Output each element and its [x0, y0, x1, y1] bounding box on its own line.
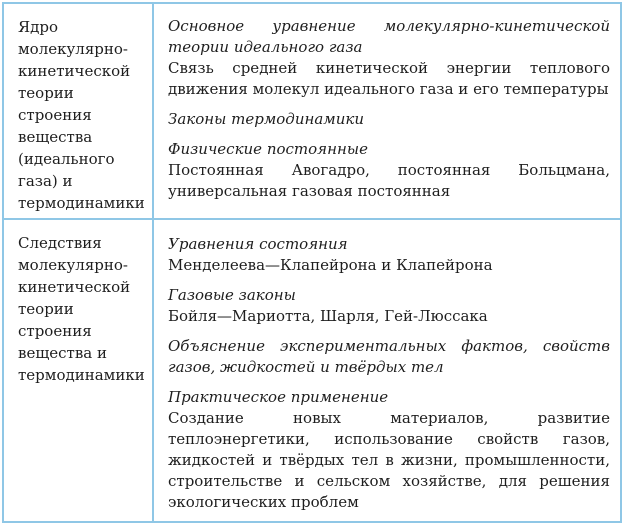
- content-block: [168, 285, 610, 327]
- content-block: [168, 387, 610, 513]
- block-heading: Уравнения состояния: [168, 235, 348, 253]
- row-content: [168, 16, 610, 211]
- table-row-core: [4, 4, 620, 220]
- row-heading: Ядро молекулярно-кинетической теории строения вещества (идеального газа) и термодинамики: [18, 18, 145, 212]
- block-text: Менделеева—Клапейрона и Клапейрона: [168, 256, 493, 274]
- content-block: [168, 139, 610, 202]
- block-heading: Физические постоянные: [168, 140, 368, 158]
- block-heading: Законы термодинамики: [168, 110, 365, 128]
- block-heading: Объяснение экспериментальных фактов, свойств газов, жидкостей и твёрдых тел: [168, 337, 610, 376]
- row-content: [168, 234, 610, 522]
- table-row-consequences: [4, 220, 620, 521]
- block-heading: Основное уравнение молекулярно-кинетической теории идеального газа: [168, 17, 610, 56]
- block-heading: Практическое применение: [168, 388, 389, 406]
- block-heading: Газовые законы: [168, 286, 296, 304]
- content-block: [168, 109, 610, 130]
- content-block: [168, 16, 610, 100]
- block-text: Постоянная Авогадро, постоянная Больцмана, универсальная газовая постоянная: [168, 161, 610, 200]
- block-text: Создание новых материалов, развитие теплоэнергетики, использование свойств газов, жидкостей и твёрдых тел в жизни, промышленности, строительстве и сельском хозяйстве, для решения экологических проблем: [168, 409, 610, 511]
- content-block: [168, 234, 610, 276]
- content-block: [168, 336, 610, 378]
- row-heading: Следствия молекулярно-кинетической теории строения вещества и термодинамики: [18, 234, 145, 384]
- summary-table: [2, 2, 622, 523]
- block-text: Бойля—Мариотта, Шарля, Гей-Люссака: [168, 307, 488, 325]
- block-text: Связь средней кинетической энергии теплового движения молекул идеального газа и его температуры: [168, 59, 610, 98]
